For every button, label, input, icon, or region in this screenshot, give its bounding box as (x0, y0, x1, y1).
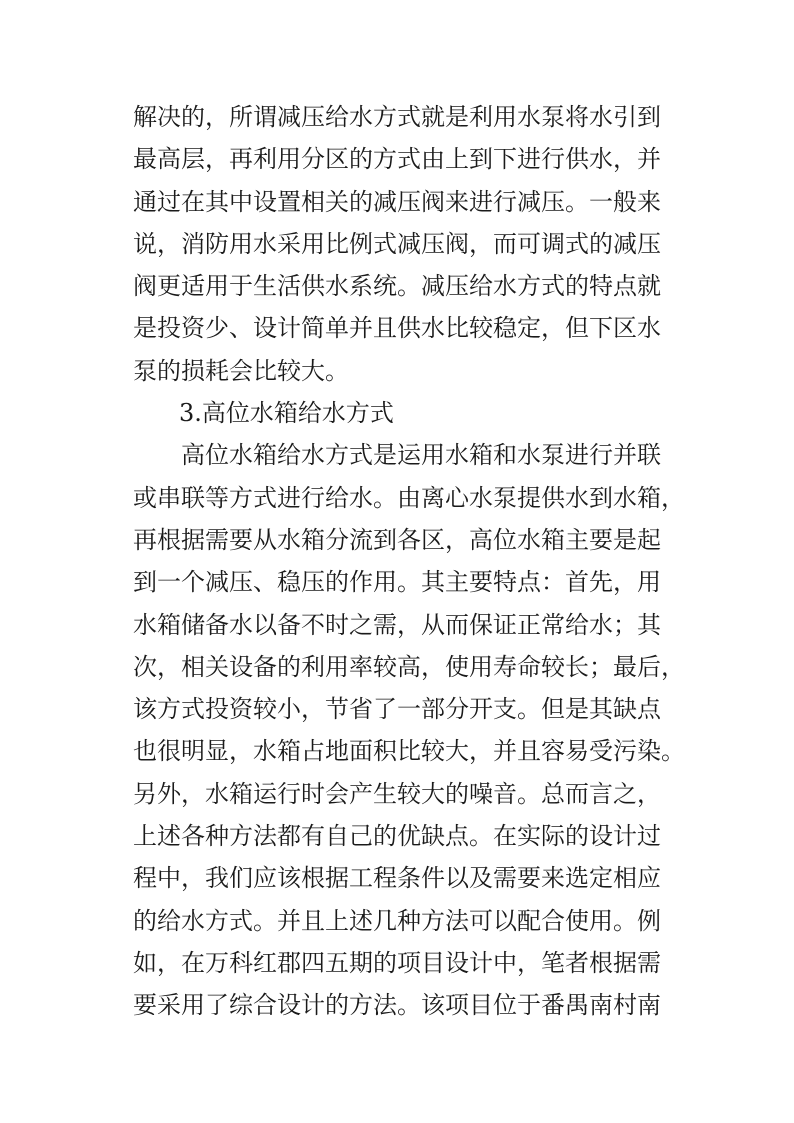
text-line: 也很明显，水箱占地面积比较大，并且容易受污染。 (133, 737, 685, 766)
text-line: 是投资少、设计简单并且供水比较稳定，但下区水 (133, 314, 661, 343)
text-line: 的给水方式。并且上述几种方法可以配合使用。例 (133, 906, 661, 935)
text-line: 如，在万科红郡四五期的项目设计中，笔者根据需 (133, 948, 661, 977)
text-line: 要采用了综合设计的方法。该项目位于番禺南村南 (133, 991, 661, 1020)
text-line: 上述各种方法都有自己的优缺点。在实际的设计过 (133, 822, 661, 851)
text-line: 说，消防用水采用比例式减压阀，而可调式的减压 (133, 229, 661, 258)
text-line: 或串联等方式进行给水。由离心水泵提供水到水箱， (133, 483, 685, 512)
text-line: 另外，水箱运行时会产生较大的噪音。总而言之， (133, 779, 661, 808)
text-line: 该方式投资较小，节省了一部分开支。但是其缺点 (133, 695, 661, 724)
text-line: 再根据需要从水箱分流到各区，高位水箱主要是起 (133, 525, 661, 554)
text-line: 高位水箱给水方式是运用水箱和水泵进行并联 (181, 441, 661, 470)
text-line: 水箱储备水以备不时之需，从而保证正常给水；其 (133, 610, 661, 639)
text-line: 到一个减压、稳压的作用。其主要特点：首先，用 (133, 568, 661, 597)
text-line: 阀更适用于生活供水系统。减压给水方式的特点就 (133, 272, 661, 301)
text-line: 泵的损耗会比较大。 (133, 356, 349, 385)
text-line: 通过在其中设置相关的减压阀来进行减压。一般来 (133, 187, 661, 216)
text-line: 解决的，所谓减压给水方式就是利用水泵将水引到 (133, 103, 661, 131)
text-line: 最高层，再利用分区的方式由上到下进行供水，并 (133, 145, 661, 174)
body-text (133, 96, 685, 1027)
text-line: 次，相关设备的利用率较高，使用寿命较长；最后， (133, 652, 685, 681)
section-heading: 3.高位水箱给水方式 (179, 399, 394, 428)
text-line: 程中，我们应该根据工程条件以及需要来选定相应 (133, 864, 661, 893)
